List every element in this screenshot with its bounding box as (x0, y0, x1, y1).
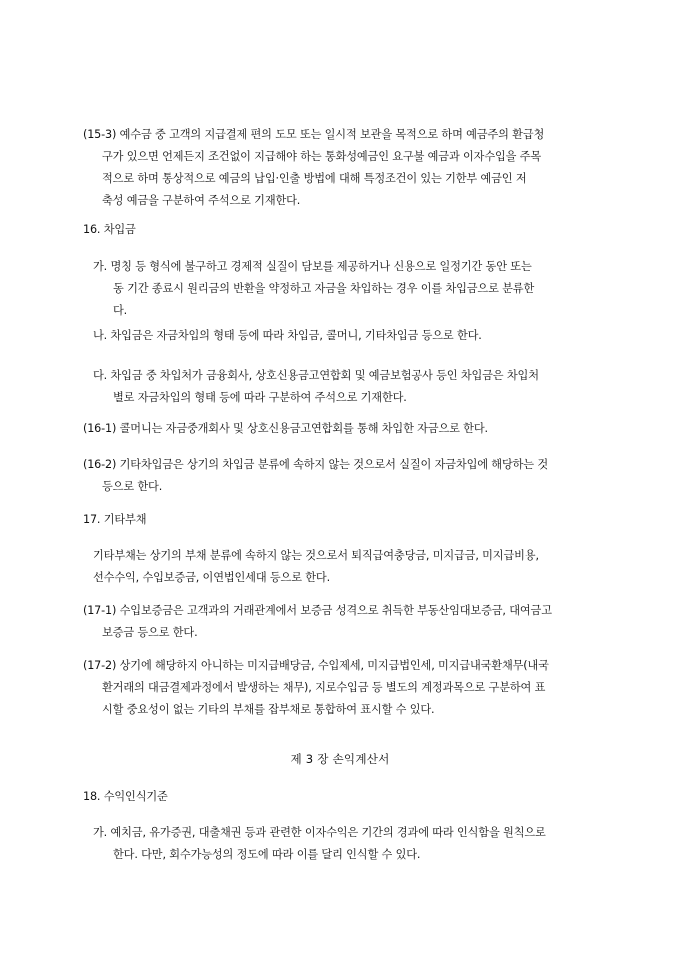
text-line: 다. (113, 304, 128, 317)
paragraph-17 (93, 545, 539, 589)
text-line: 별로 자금차입의 형태 등에 따라 구분하여 주석으로 기재한다. (113, 391, 407, 404)
paragraph-17-1 (83, 600, 552, 644)
section-heading-18: 18. 수익인식기준 (83, 790, 168, 803)
paragraph-16-2 (83, 454, 548, 498)
text-line: (16-1) 콜머니는 자금중개회사 및 상호신용금고연합회를 통해 차입한 자금으로 한다. (83, 422, 488, 435)
paragraph-16-ga (93, 256, 534, 322)
text-line: (17-1) 수입보증금은 고객과의 거래관계에서 보증금 성격으로 취득한 부동산임대보증금, 대여금고 (83, 604, 552, 617)
text-line: 보증금 등으로 한다. (102, 626, 198, 639)
text-line: 등으로 한다. (102, 480, 163, 493)
text-line: 가. 예치금, 유가증권, 대출채권 등과 관련한 이자수익은 기간의 경과에 따라 인식함을 원칙으로 (93, 826, 546, 839)
paragraph-16-da (93, 365, 539, 409)
paragraph-16-na (93, 325, 482, 347)
text-line: 축성 예금을 구분하여 주석으로 기재한다. (102, 194, 301, 207)
text-line: 선수수익, 수입보증금, 이연법인세대 등으로 한다. (93, 571, 330, 584)
text-line: 동 기간 종료시 원리금의 반환을 약정하고 자금을 차입하는 경우 이를 차입금으로 분류한 (113, 282, 535, 295)
text-line: 구가 있으면 언제든지 조건없이 지급해야 하는 통화성예금인 요구불 예금과 이자수입을 주목 (102, 150, 542, 163)
text-line: (16-2) 기타차입금은 상기의 차입금 분류에 속하지 않는 것으로서 실질이 자금차입에 해당하는 것 (83, 458, 549, 471)
text-line: 시할 중요성이 없는 기타의 부채를 잡부채로 통합하여 표시할 수 있다. (102, 703, 435, 716)
paragraph-15-3 (83, 124, 544, 212)
text-line: 기타부채는 상기의 부채 분류에 속하지 않는 것으로서 퇴직급여충당금, 미지급금, 미지급비용, (93, 549, 539, 562)
paragraph-18-ga (93, 822, 546, 866)
paragraph-17-2 (83, 655, 549, 721)
text-line: 가. 명칭 등 형식에 불구하고 경제적 실질이 담보를 제공하거나 신용으로 일정기간 동안 또는 (93, 260, 532, 273)
text-line: 한다. 다만, 회수가능성의 정도에 따라 이를 달리 인식할 수 있다. (113, 848, 421, 861)
text-line: 다. 차입금 중 차입처가 금융회사, 상호신용금고연합회 및 예금보험공사 등인 차입금은 차입처 (93, 369, 539, 382)
text-line: (15-3) 예수금 중 고객의 지급결제 편의 도모 또는 일시적 보관을 목적으로 하며 예금주의 환급청 (83, 128, 545, 141)
paragraph-16-1 (83, 418, 488, 440)
text-line: 나. 차입금은 자금차입의 형태 등에 따라 차입금, 콜머니, 기타차입금 등으로 한다. (93, 329, 482, 342)
text-line: 환거래의 대금결제과정에서 발생하는 채무), 지로수입금 등 별도의 계정과목으로 구분하여 표 (102, 681, 546, 694)
section-heading-16: 16. 차입금 (83, 223, 136, 236)
text-line: (17-2) 상기에 해당하지 아니하는 미지급배당금, 수입제세, 미지급법인세, 미지급내국환채무(내국 (83, 659, 549, 672)
chapter-title: 제 3 장 손익계산서 (290, 752, 390, 766)
section-heading-17: 17. 기타부채 (83, 513, 147, 526)
text-line: 적으로 하며 통상적으로 예금의 납입·인출 방법에 대해 특정조건이 있는 기한부 예금인 저 (102, 172, 527, 185)
